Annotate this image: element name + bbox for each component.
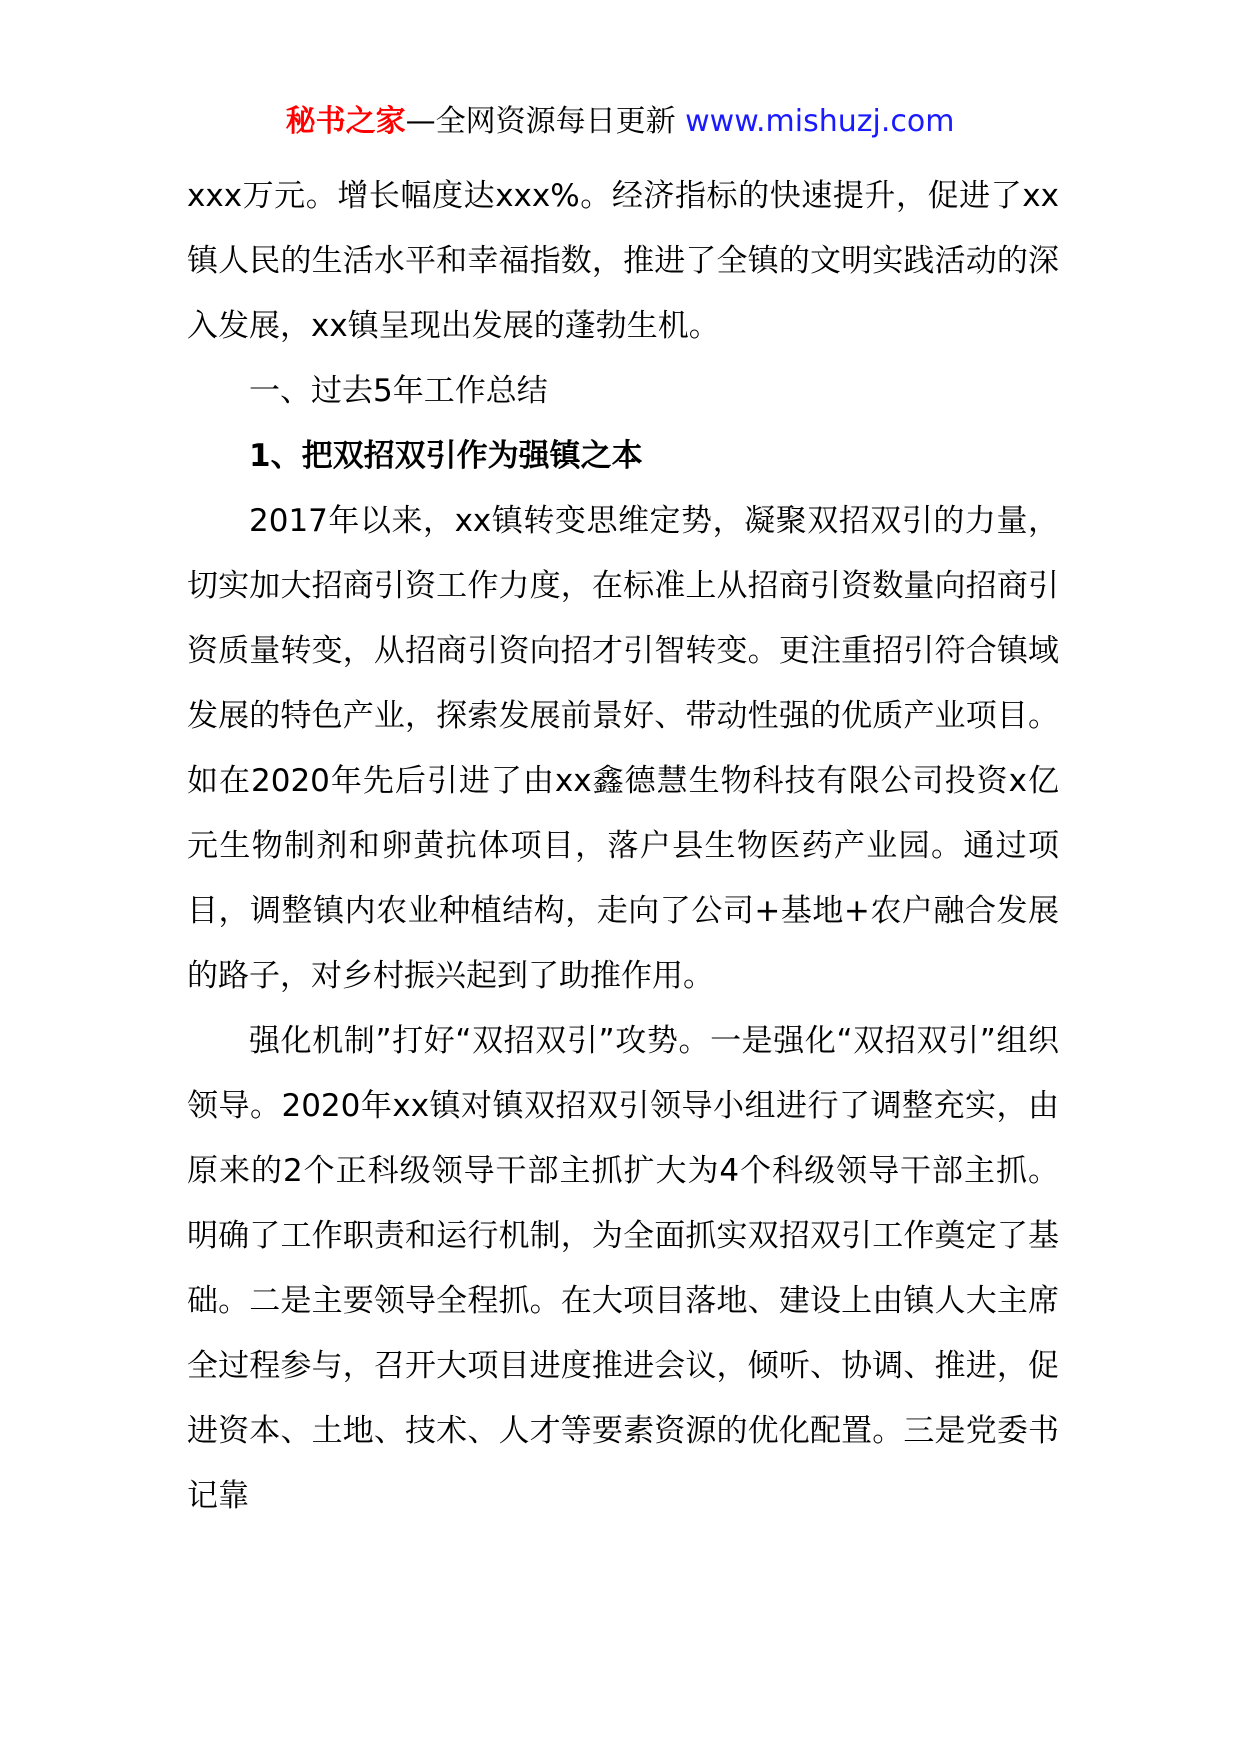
document-body [187,164,1059,1529]
subsection-heading: 1、把双招双引作为强镇之本 [249,438,643,474]
site-url-link[interactable]: www.mishuzj.com [685,104,955,139]
paragraph-continued: xxx万元。增长幅度达xxx%。经济指标的快速提升，促进了xx镇人民的生活水平和幸福指数，推进了全镇的文明实践活动的深入发展，xx镇呈现出发展的蓬勃生机。 [187,178,1059,344]
site-header [0,102,1240,142]
section-heading: 一、过去5年工作总结 [249,373,548,409]
paragraph-investment: 2017年以来，xx镇转变思维定势，凝聚双招双引的力量，切实加大招商引资工作力度，在标准上从招商引资数量向招商引资质量转变，从招商引资向招才引智转变。更注重招引符合镇域发展的特色产业，探索发展前景好、带动性强的优质产业项目。如在2020年先后引进了由xx鑫德慧生物科技有限公司投资x亿元生物制剂和卵黄抗体项目，落户县生物医药产业园。通过项目，调整镇内农业种植结构，走向了公司+基地+农户融合发展的路子，对乡村振兴起到了助推作用。 [187,503,1059,994]
header-tagline: —全网资源每日更新 [405,104,676,139]
brand-name: 秘书之家 [285,104,406,139]
paragraph-mechanism: 强化机制”打好“双招双引”攻势。一是强化“双招双引”组织领导。2020年xx镇对镇双招双引领导小组进行了调整充实，由原来的2个正科级领导干部主抓扩大为4个科级领导干部主抓。明确了工作职责和运行机制，为全面抓实双招双引工作奠定了基础。二是主要领导全程抓。在大项目落地、建设上由镇人大主席全过程参与，召开大项目进度推进会议，倾听、协调、推进，促进资本、土地、技术、人才等要素资源的优化配置。三是党委书记靠 [187,1023,1059,1514]
